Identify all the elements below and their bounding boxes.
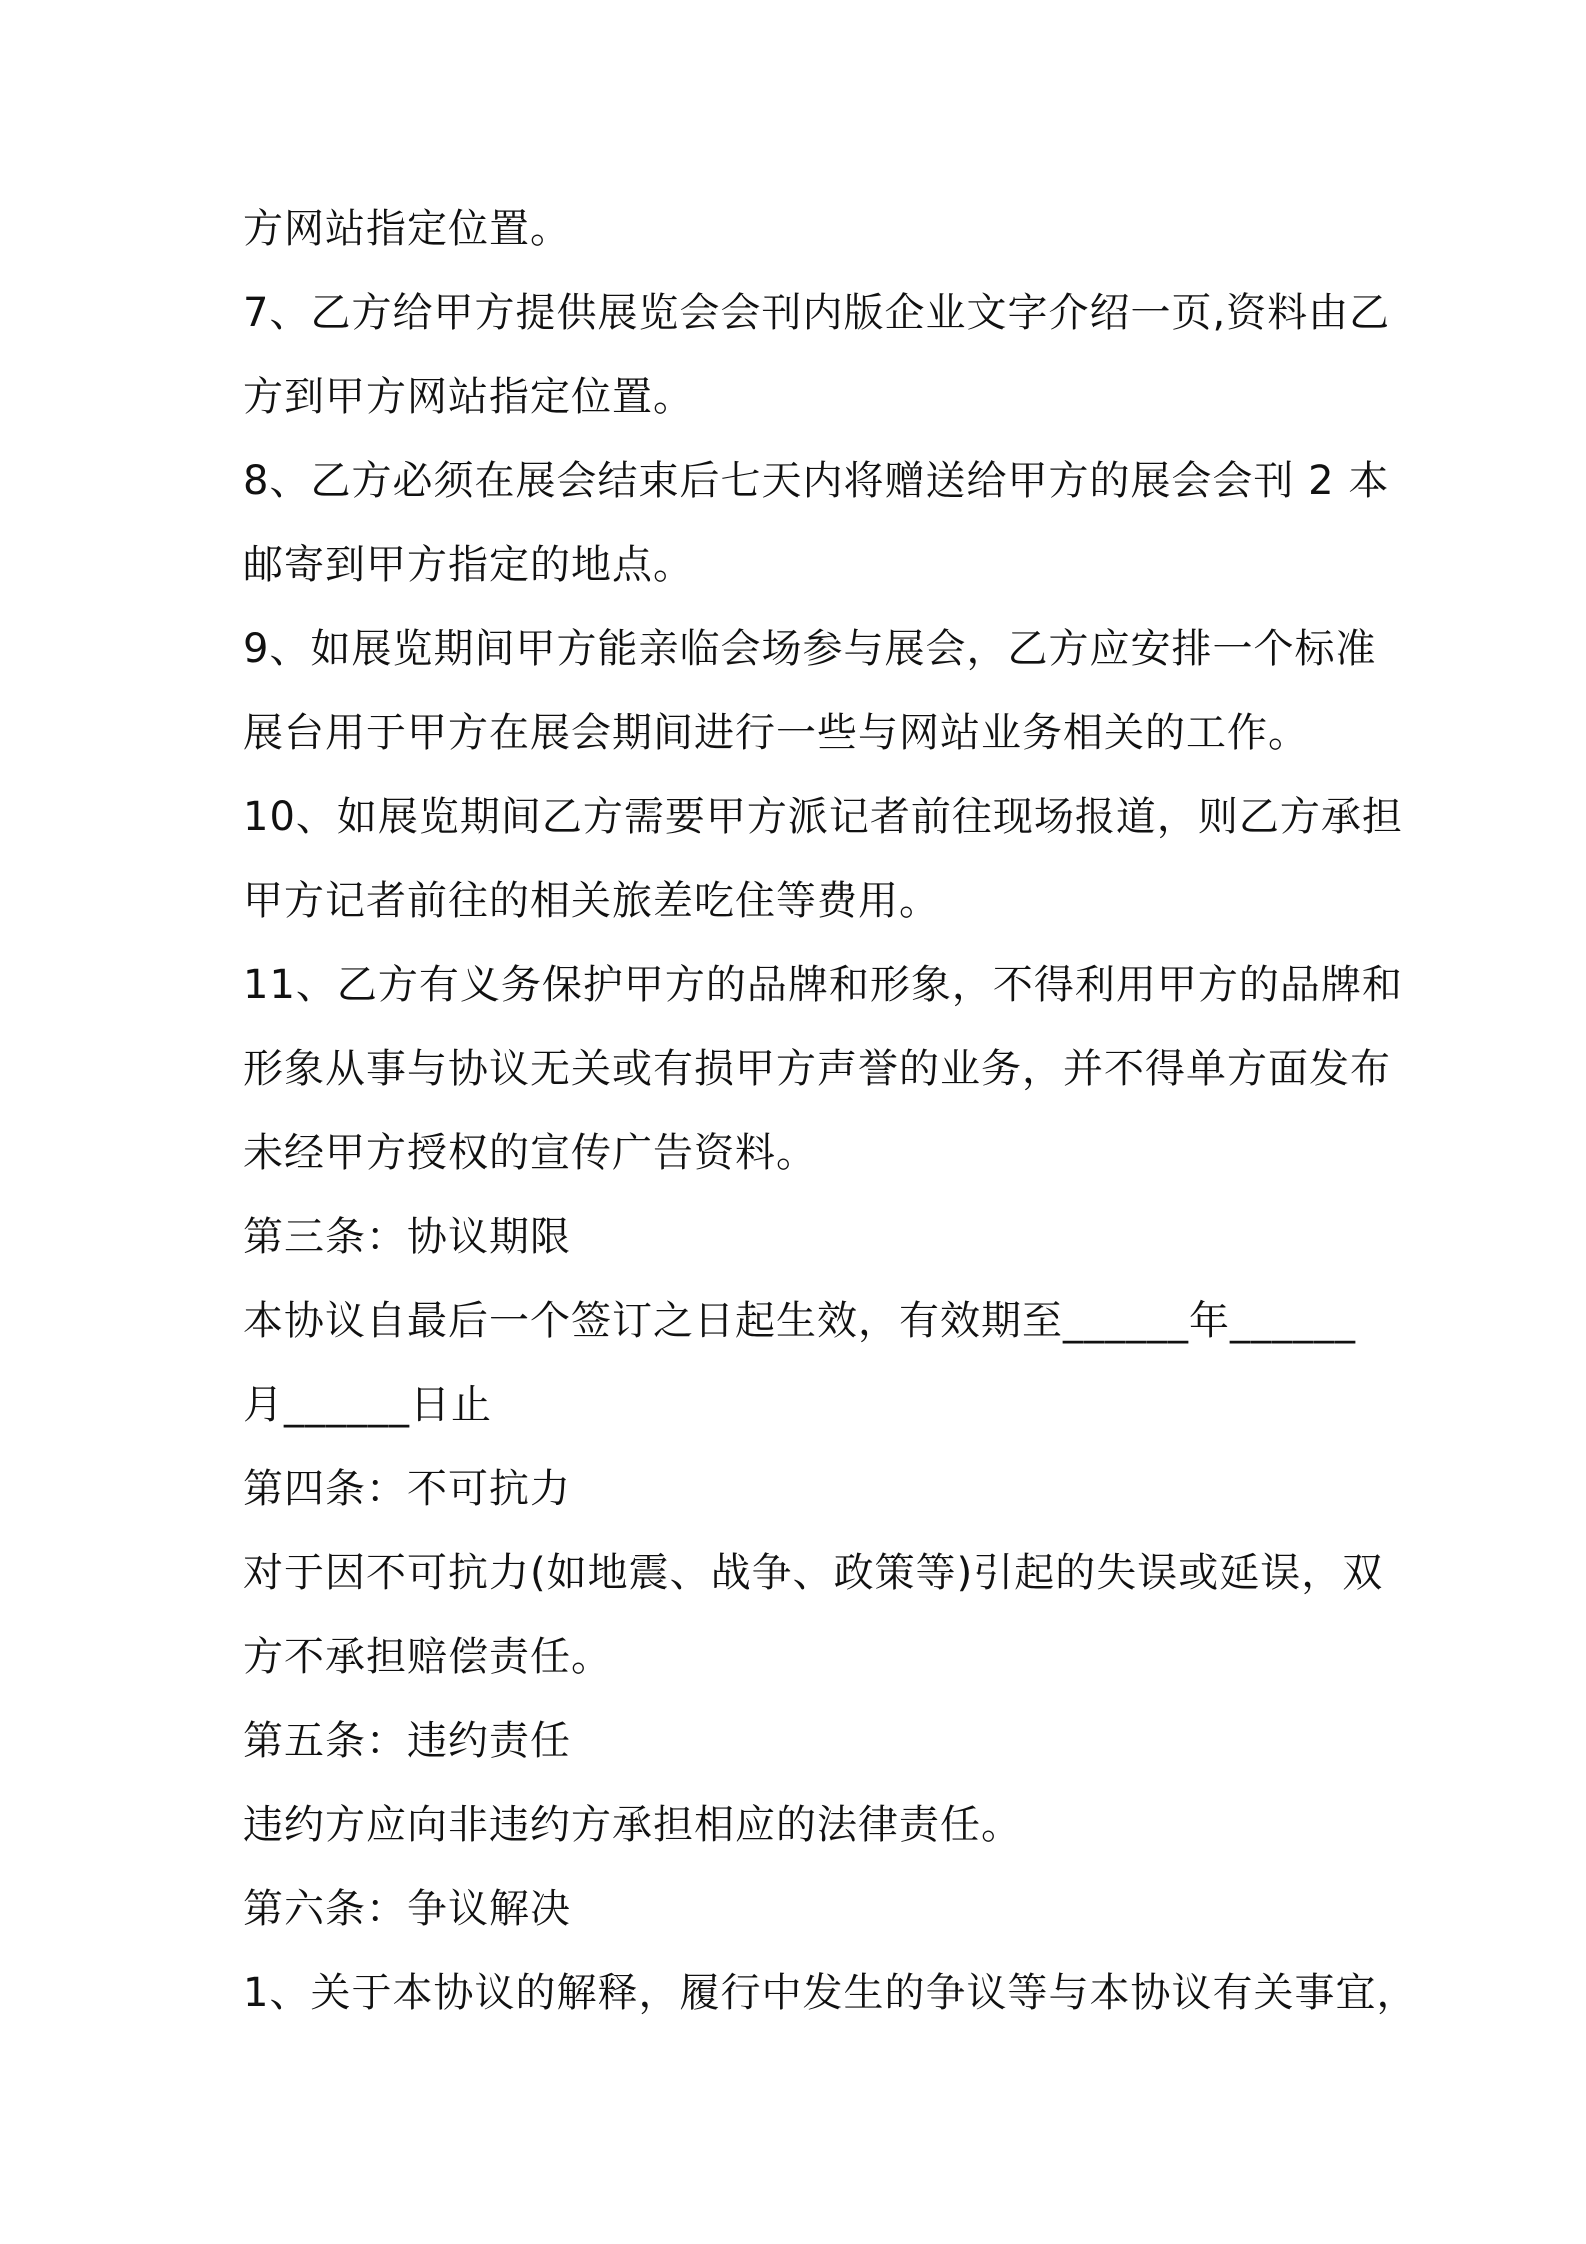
section-heading-article-4: 第四条：不可抗力 (243, 1466, 571, 1512)
clause-9-line-2: 展台用于甲方在展会期间进行一些与网站业务相关的工作。 (243, 710, 1309, 756)
clause-8-line-1: 8、乙方必须在展会结束后七天内将赠送给甲方的展会会刊 2 本 (243, 458, 1390, 504)
clause-10-line-2: 甲方记者前往的相关旅差吃住等费用。 (243, 878, 940, 924)
clause-7-line-2: 方到甲方网站指定位置。 (243, 374, 694, 420)
force-majeure-line-1: 对于因不可抗力(如地震、战争、政策等)引起的失误或延误，双 (243, 1550, 1384, 1596)
section-heading-article-5: 第五条：违约责任 (243, 1718, 571, 1764)
term-line-2: 月______日止 (243, 1382, 492, 1428)
clause-11-line-1: 11、乙方有义务保护甲方的品牌和形象，不得利用甲方的品牌和 (243, 962, 1403, 1008)
clause-11-line-2: 形象从事与协议无关或有损甲方声誉的业务，并不得单方面发布 (243, 1046, 1391, 1092)
clause-11-line-3: 未经甲方授权的宣传广告资料。 (243, 1130, 817, 1176)
section-heading-article-6: 第六条：争议解决 (243, 1886, 571, 1932)
liability-line: 违约方应向非违约方承担相应的法律责任。 (243, 1802, 1022, 1848)
clause-9-line-1: 9、如展览期间甲方能亲临会场参与展会，乙方应安排一个标准 (243, 626, 1377, 672)
force-majeure-line-2: 方不承担赔偿责任。 (243, 1634, 612, 1680)
clause-7-line-1: 7、乙方给甲方提供展览会会刊内版企业文字介绍一页,资料由乙 (243, 290, 1391, 336)
document-body (243, 198, 1418, 2046)
clause-8-line-2: 邮寄到甲方指定的地点。 (243, 542, 694, 588)
term-line-1: 本协议自最后一个签订之日起生效，有效期至______年______ (243, 1298, 1356, 1344)
clause-10-line-1: 10、如展览期间乙方需要甲方派记者前往现场报道，则乙方承担 (243, 794, 1403, 840)
text-line: 方网站指定位置。 (243, 206, 571, 252)
dispute-line-1: 1、关于本协议的解释，履行中发生的争议等与本协议有关事宜， (243, 1970, 1418, 2016)
section-heading-article-3: 第三条：协议期限 (243, 1214, 571, 1260)
